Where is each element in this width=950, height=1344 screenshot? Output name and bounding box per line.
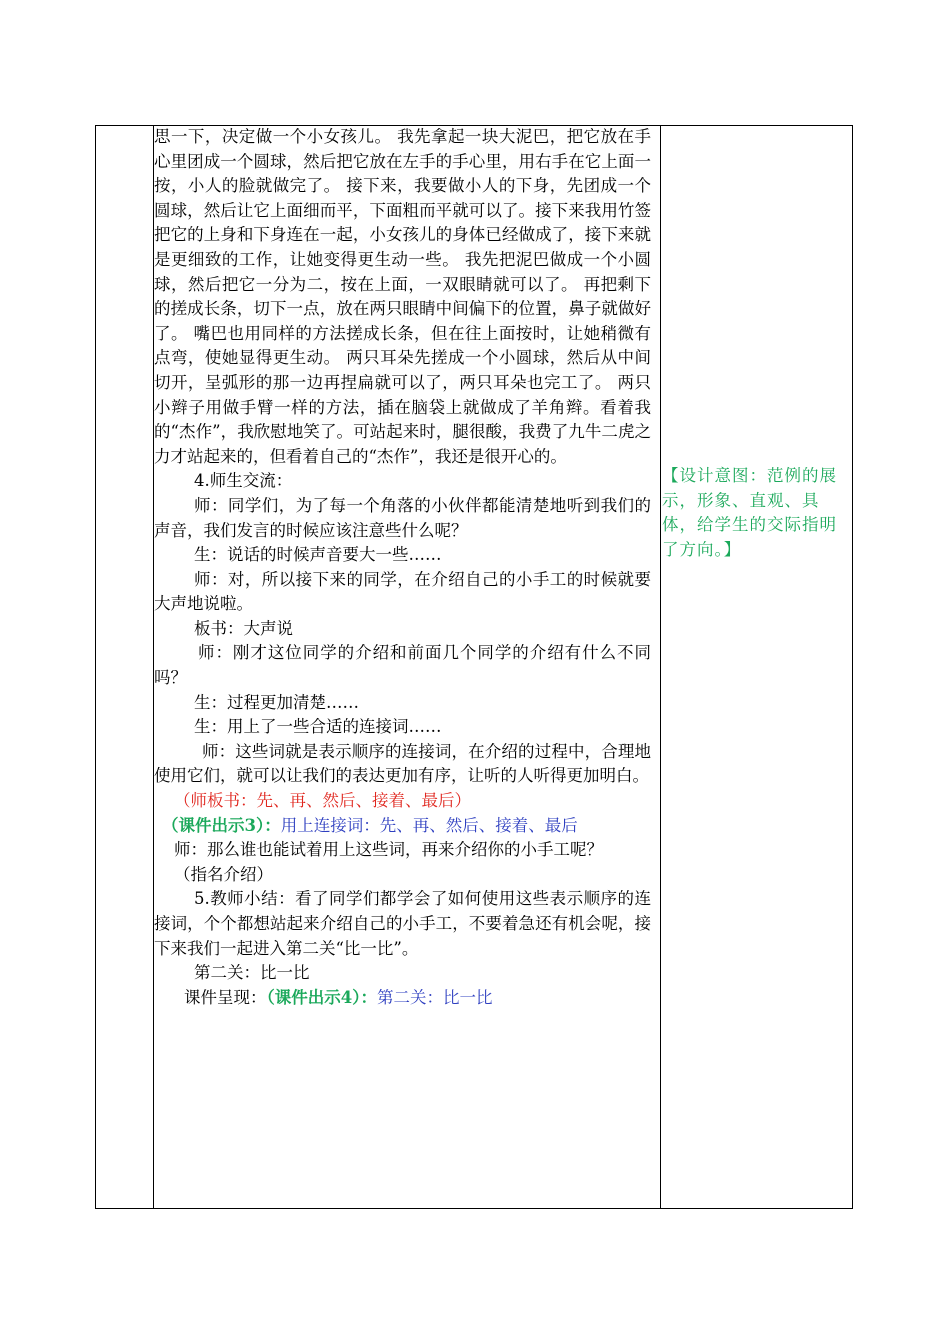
column-divider-right — [660, 126, 661, 1208]
teacher-summary: 5.教师小结：看了同学们都学会了如何使用这些表示顺序的连接词，个个都想站起来介绍自己的小手工，不要着急还有机会呢，接下来我们一起进入第二关“比一比”。 — [154, 889, 651, 958]
courseware-4-line — [154, 986, 651, 1011]
courseware-4-tag: （课件出示4）： — [266, 987, 377, 1007]
board-note: 板书：大声说 — [194, 618, 293, 638]
teacher-line: 师：同学们，为了每一个角落的小伙伴都能清楚地听到我们的声音，我们发言的时候应该注意些什么呢？ — [154, 495, 651, 540]
courseware-4-prefix: 课件呈现： — [184, 987, 267, 1007]
lesson-procedure-cell — [154, 125, 651, 1010]
student-line: 生：用上了一些合适的连接词…… — [194, 717, 442, 737]
courseware-4-text: 第二关：比一比 — [376, 987, 493, 1007]
courseware-3-line — [154, 814, 651, 839]
teacher-line: 师：刚才这位同学的介绍和前面几个同学的介绍有什么不同吗？ — [154, 643, 651, 688]
student-line: 生：说话的时候声音要大一些…… — [194, 545, 442, 565]
courseware-3-tag: （课件出示3）： — [162, 815, 281, 835]
name-intro: （指名介绍） — [174, 864, 273, 884]
section-heading: 4.师生交流： — [194, 471, 293, 491]
narrative-paragraph: 思一下，决定做一个小女孩儿。 我先拿起一块大泥巴，把它放在手心里团成一个圆球，然后把它放在左手的手心里，用右手在它上面一按，小人的脸就做完了。 接下来，我要做小人的下身，先团成一个圆球，然后让它上面细而平，下面粗而平就可以了。接下来我用竹签把它的上身和下身连在一起，小女孩儿的身体已经做成了，接下来就是更细致的工作，让她变得更生动一些。 我先把泥巴做成一个小圆球，然后把它一分为二，按在上面，一双眼睛就可以了。 再把剩下的搓成长条，切下一点，放在两只眼睛中间偏下的位置，鼻子就做好了。 嘴巴也用同样的方法搓成长条，但在往上面按时，让她稍微有点弯，使她显得更生动。 两只耳朵先搓成一个小圆球，然后从中间切开，呈弧形的那一边再捏扁就可以了，两只耳朵也完工了。 两只小辫子用做手臂一样的方法，插在脑袋上就做成了羊角辫。看着我的“杰作”，我欣慰地笑了。可站起来时，腿很酸，我费了九牛二虎之力才站起来的，但看着自己的“杰作”，我还是很开心的。 — [154, 127, 651, 466]
student-line: 生：过程更加清楚…… — [194, 692, 359, 712]
teacher-line: 师：这些词就是表示顺序的连接词，在介绍的过程中，合理地使用它们，就可以让我们的表达更加有序，让听的人听得更加明白。 — [154, 741, 651, 786]
teacher-line: 师：对，所以接下来的同学，在介绍自己的小手工的时候就要大声地说啦。 — [154, 569, 651, 614]
courseware-3-text: 用上连接词：先、再、然后、接着、最后 — [280, 815, 578, 835]
design-intent-note: 【设计意图：范例的展示，形象、直观、具体，给学生的交际指明了方向。】 — [662, 466, 837, 559]
board-note-red: （师板书：先、再、然后、接着、最后） — [174, 791, 471, 811]
level-title: 第二关：比一比 — [194, 963, 310, 983]
teacher-line: 师：那么谁也能试着用上这些词，再来介绍你的小手工呢？ — [174, 840, 603, 860]
